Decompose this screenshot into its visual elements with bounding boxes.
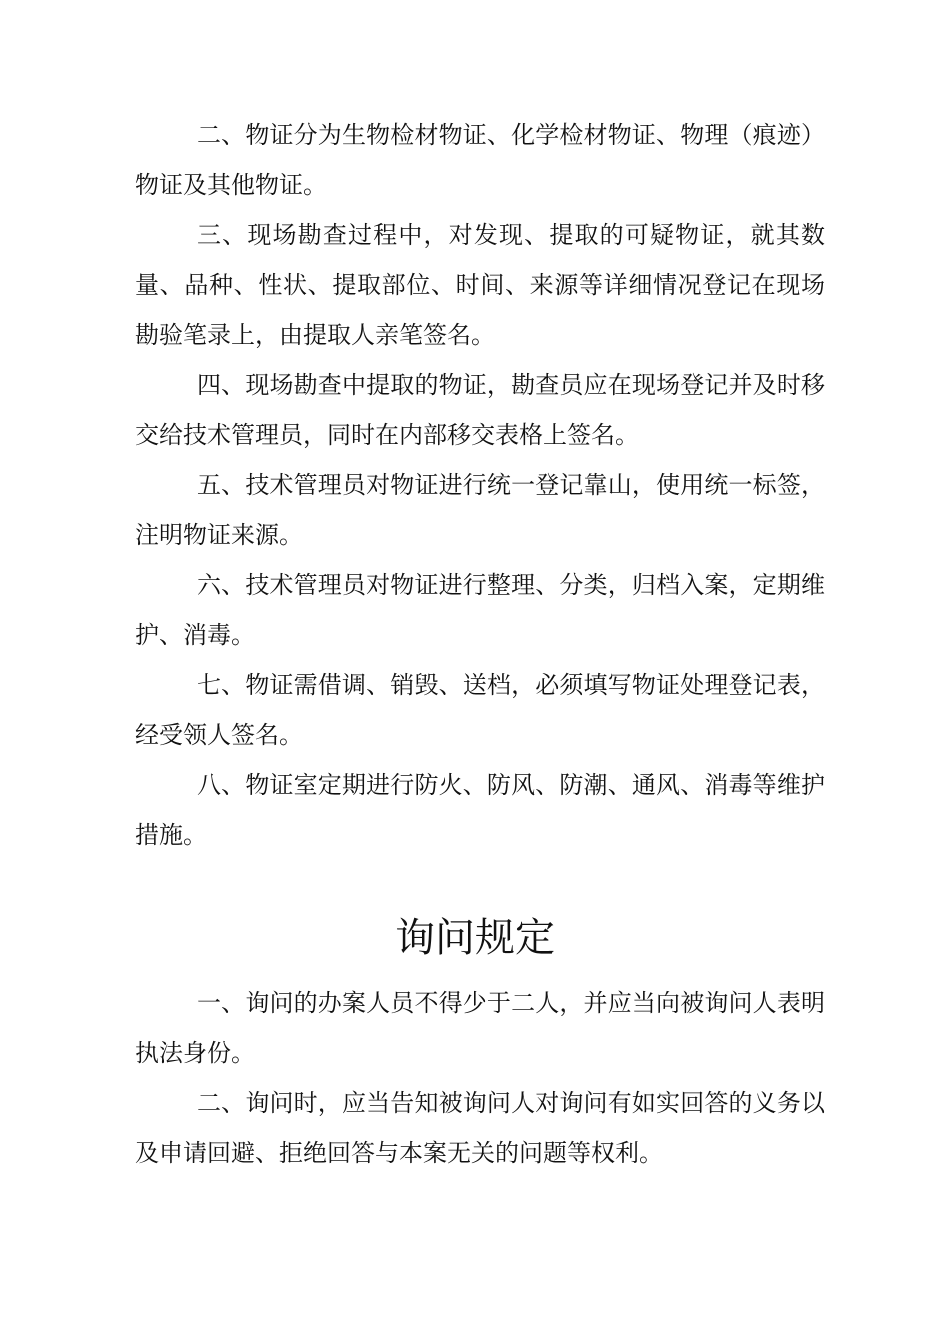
paragraph: 六、技术管理员对物证进行整理、分类，归档入案，定期维护、消毒。 (135, 571, 825, 649)
paragraph: 四、现场勘查中提取的物证，勘查员应在现场登记并及时移交给技术管理员，同时在内部移交表格上签名。 (135, 371, 825, 449)
paragraph: 一、询问的办案人员不得少于二人，并应当向被询问人表明执法身份。 (135, 989, 825, 1067)
paragraph: 五、技术管理员对物证进行统一登记靠山，使用统一标签，注明物证来源。 (135, 471, 825, 549)
evidence-rules-section (135, 110, 825, 860)
paragraph: 三、现场勘查过程中，对发现、提取的可疑物证，就其数量、品种、性状、提取部位、时间、来源等详细情况登记在现场勘验笔录上，由提取人亲笔签名。 (135, 221, 825, 349)
section-title: 询问规定 (395, 915, 555, 961)
paragraph: 二、物证分为生物检材物证、化学检材物证、物理（痕迹）物证及其他物证。 (135, 121, 825, 199)
paragraph: 二、询问时，应当告知被询问人对询问有如实回答的义务以及申请回避、拒绝回答与本案无关的问题等权利。 (135, 1089, 825, 1167)
paragraph: 八、物证室定期进行防火、防风、防潮、通风、消毒等维护措施。 (135, 771, 825, 849)
paragraph: 七、物证需借调、销毁、送档，必须填写物证处理登记表，经受领人签名。 (135, 671, 825, 749)
inquiry-rules-section (135, 978, 825, 1178)
